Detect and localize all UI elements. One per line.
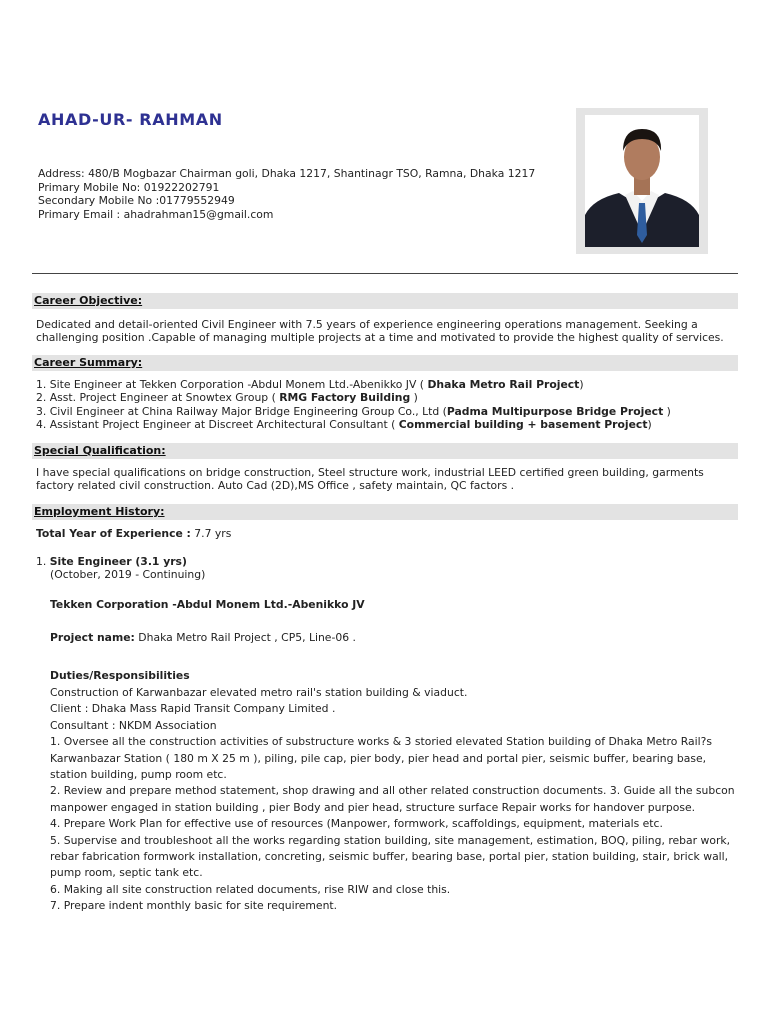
- summary-item: 3. Civil Engineer at China Railway Major Bridge Engineering Group Co., Ltd (Padma Multipurpose Bridge Project ): [36, 404, 671, 418]
- objective-line: Dedicated and detail-oriented Civil Engineer with 7.5 years of experience engineering operations management. Seeking a: [36, 318, 698, 331]
- qualification-line: factory related civil construction. Auto Cad (2D),MS Office , safety maintain, QC factors .: [36, 479, 515, 493]
- qualification-line: I have special qualifications on bridge construction, Steel structure work, industrial LEED certified green building, garments: [36, 466, 704, 479]
- section-career-objective: [32, 293, 738, 309]
- job-title-line: 1. Site Engineer (3.1 yrs): [36, 555, 187, 568]
- duty-line: Karwanbazar Station ( 180 m X 25 m ), piling, pile cap, pier body, pier head and portal pier, seismic buffer, bearing base,: [50, 751, 707, 765]
- total-experience-label: Total Year of Experience :: [36, 527, 191, 540]
- duty-line: Client : Dhaka Mass Rapid Transit Company Limited .: [50, 702, 336, 716]
- project-label: Project name:: [50, 631, 135, 644]
- summary-item: 2. Asst. Project Engineer at Snowtex Group ( RMG Factory Building ): [36, 391, 418, 405]
- duties-list: [50, 685, 740, 915]
- job-company: Tekken Corporation -Abdul Monem Ltd.-Abenikko JV: [50, 598, 365, 611]
- section-special-qualification: [32, 443, 738, 459]
- profile-photo: [576, 108, 708, 254]
- duty-line: pump room, septic tank etc.: [50, 866, 203, 880]
- duty-line: Consultant : NKDM Association: [50, 718, 217, 732]
- summary-item: 4. Assistant Project Engineer at Discreet Architectural Consultant ( Commercial building + basement Project): [36, 418, 652, 432]
- career-objective-text: [36, 318, 736, 345]
- career-summary-list: [36, 378, 736, 432]
- duty-line: 1. Oversee all the construction activities of substructure works & 3 storied elevated Station building of Dhaka Metro Rail?s: [50, 735, 713, 749]
- section-career-summary: [32, 355, 738, 371]
- job-project: [50, 631, 750, 644]
- job-entry: [36, 555, 736, 582]
- duties-heading: Duties/Responsibilities: [50, 669, 190, 682]
- secondary-mobile-line: Secondary Mobile No :01779552949: [38, 194, 235, 208]
- duty-line: rebar fabrication formwork installation, concreting, seismic buffer, bearing base, portal pier, station building, stair, brick wall,: [50, 850, 729, 864]
- section-heading: Career Objective:: [34, 294, 143, 307]
- total-experience-value: 7.7 yrs: [190, 527, 232, 540]
- candidate-name: AHAD-UR- RAHMAN: [38, 110, 223, 129]
- duty-line: Construction of Karwanbazar elevated metro rail's station building & viaduct.: [50, 686, 468, 699]
- address-line: Address: 480/B Mogbazar Chairman goli, Dhaka 1217, Shantinagr TSO, Ramna, Dhaka 1217: [38, 167, 536, 180]
- special-qualification-text: [36, 466, 736, 493]
- section-employment-history: [32, 504, 738, 520]
- total-experience: [36, 527, 736, 540]
- contact-block: [38, 167, 535, 221]
- duty-line: 4. Prepare Work Plan for effective use of resources (Manpower, formwork, scaffoldings, equipment, materials etc.: [50, 817, 663, 831]
- duty-line: manpower engaged in station building , pier Body and pier head, structure surface Repair works for handover purpose.: [50, 800, 696, 814]
- duty-line: 5. Supervise and troubleshoot all the works regarding station building, site management, estimation, BOQ, piling, rebar work,: [50, 833, 731, 847]
- email-line: Primary Email : ahadrahman15@gmail.com: [38, 207, 274, 221]
- section-heading: Career Summary:: [34, 356, 143, 369]
- summary-item: 1. Site Engineer at Tekken Corporation -Abdul Monem Ltd.-Abenikko JV ( Dhaka Metro Rail Project): [36, 378, 584, 391]
- duty-line: 7. Prepare indent monthly basic for site requirement.: [50, 899, 338, 913]
- header-divider: [32, 273, 738, 274]
- section-heading: Special Qualification:: [34, 444, 166, 457]
- job-period: (October, 2019 - Continuing): [50, 568, 206, 582]
- job-title: Site Engineer (3.1 yrs): [49, 555, 187, 568]
- section-heading: Employment History:: [34, 505, 165, 518]
- objective-line: challenging position .Capable of managing multiple projects at a time and motivated to provide the highest quality of services.: [36, 331, 724, 345]
- duty-line: 2. Review and prepare method statement, shop drawing and all other related construction documents. 3. Guide all the subcon: [50, 784, 735, 798]
- primary-mobile-line: Primary Mobile No: 01922202791: [38, 180, 220, 194]
- duty-line: station building, pump room etc.: [50, 768, 227, 782]
- project-value: Dhaka Metro Rail Project , CP5, Line-06 .: [134, 631, 356, 644]
- portrait-image: [585, 115, 699, 247]
- duty-line: 6. Making all site construction related documents, rise RIW and close this.: [50, 882, 451, 896]
